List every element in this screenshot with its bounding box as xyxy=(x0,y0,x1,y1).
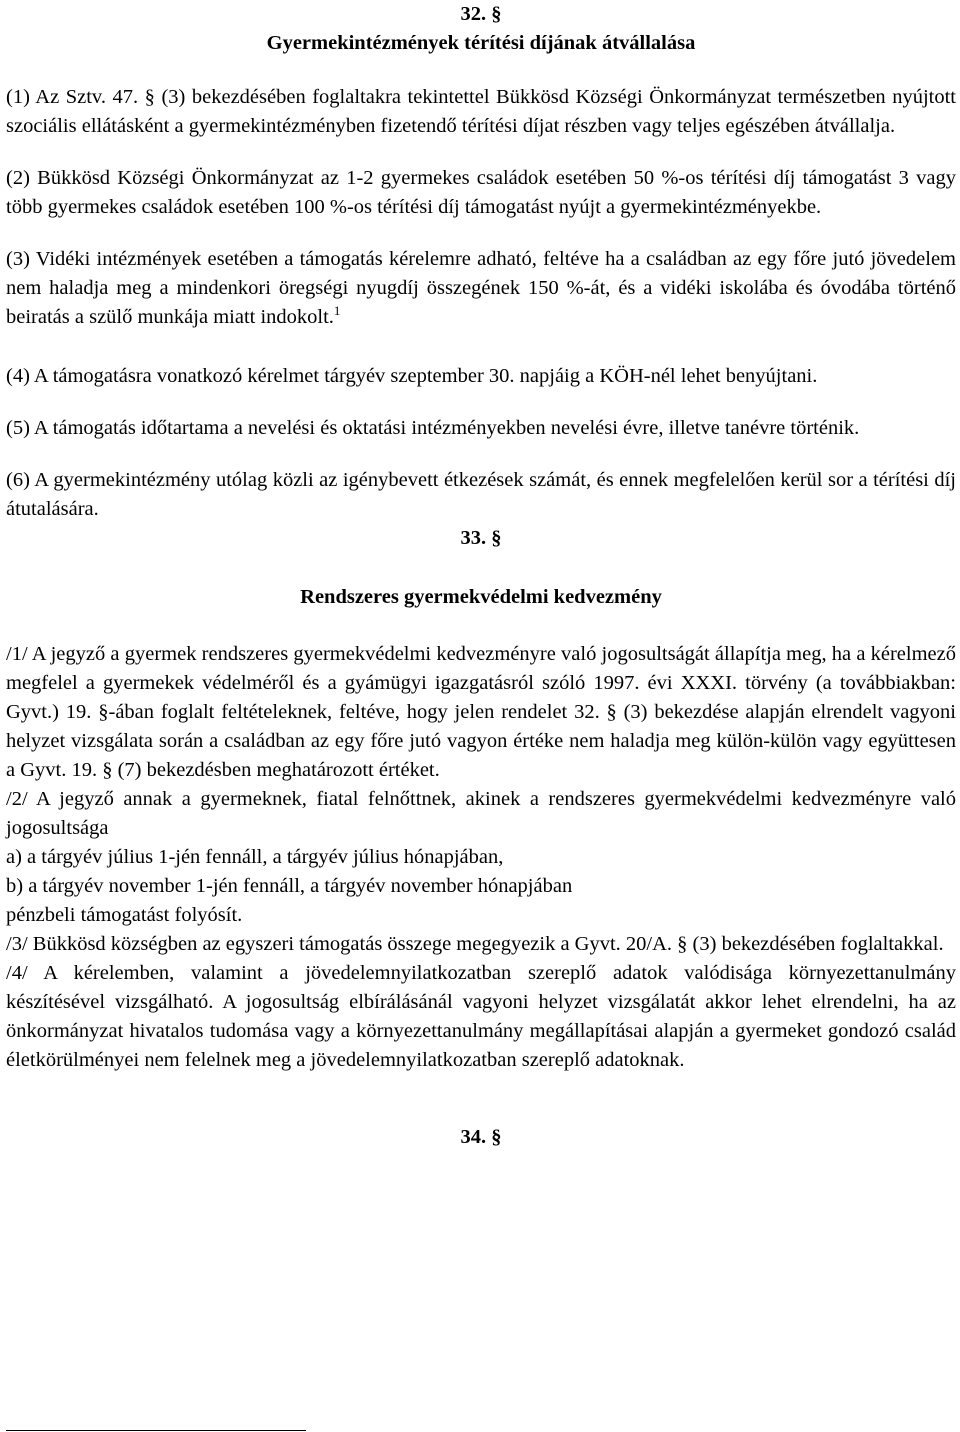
section-33-paragraph-2a: a) a tárgyév július 1-jén fennáll, a tárgyév július hónapjában, xyxy=(6,846,504,868)
section-32-paragraph-4: (4) A támogatásra vonatkozó kérelmet tárgyév szeptember 30. napjáig a KÖH-nél lehet benyújtani. xyxy=(6,365,818,387)
section-33-paragraph-2c: pénzbeli támogatást folyósít. xyxy=(6,904,243,926)
section-33-number: 33. § xyxy=(460,527,502,549)
section-32-paragraph-3 xyxy=(6,245,956,332)
document-page xyxy=(6,0,956,1152)
section-33-paragraph-3: /3/ Bükkösd községben az egyszeri támogatás összege megegyezik a Gyvt. 20/A. § (3) bekezdésében foglaltakkal. xyxy=(6,933,944,955)
section-32-number: 32. § xyxy=(460,3,502,25)
section-32-paragraph-3-text: (3) Vidéki intézmények esetében a támogatás kérelemre adható, feltéve ha a családban az egy főre jutó jövedelem nem haladja meg a mindenkori öregségi nyugdíj összegének 150 %-át, és a vidéki iskolába és óvodába történő beiratás a szülő munkája miatt indokolt. xyxy=(6,248,956,328)
section-33-paragraph-1: /1/ A jegyző a gyermek rendszeres gyermekvédelmi kedvezményre való jogosultságát állapítja meg, ha a kérelmező megfelel a gyermekek védelméről és a gyámügyi igazgatásról szóló 1997. évi XXXI. törvény (a továbbiakban: Gyvt.) 19. §-ában foglalt feltételeknek, feltéve, hogy jelen rendelet 32. § (3) bekezdése alapján elrendelt vagyoni helyzet vizsgálata során a családban az egy főre jutó vagyon értéke nem haladja meg külön-külön vagy együttesen a Gyvt. 19. § (7) bekezdésben meghatározott értéket. xyxy=(6,643,956,781)
section-32-paragraph-1: (1) Az Sztv. 47. § (3) bekezdésében foglaltakra tekintettel Bükkösd Községi Önkormányzat természetben nyújtott szociális ellátásként a gyermekintézményben fizetendő térítési díjat részben vagy teljes egészében átvállalja. xyxy=(6,86,956,137)
section-33-paragraph-2: /2/ A jegyző annak a gyermeknek, fiatal felnőttnek, akinek a rendszeres gyermekvédelmi kedvezményre való jogosultsága xyxy=(6,788,956,839)
footnote-separator xyxy=(6,1430,306,1431)
section-32-paragraph-6: (6) A gyermekintézmény utólag közli az igénybevett étkezések számát, és ennek megfelelően kerül sor a térítési díj átutalására. xyxy=(6,469,956,520)
section-32-title: Gyermekintézmények térítési díjának átvállalása xyxy=(266,32,696,54)
section-32-paragraph-2: (2) Bükkösd Községi Önkormányzat az 1-2 gyermekes családok esetében 50 %-os térítési díj támogatást 3 vagy több gyermekes családok esetében 100 %-os térítési díj támogatást nyújt a gyermekintézményekbe. xyxy=(6,167,956,218)
section-32-paragraph-5: (5) A támogatás időtartama a nevelési és oktatási intézményekben nevelési évre, illetve tanévre történik. xyxy=(6,417,860,439)
footnote-reference[interactable]: 1 xyxy=(333,303,341,319)
section-33-paragraph-2b: b) a tárgyév november 1-jén fennáll, a tárgyév november hónapjában xyxy=(6,875,573,897)
section-34-number: 34. § xyxy=(460,1126,502,1148)
section-33-paragraph-4: /4/ A kérelemben, valamint a jövedelemnyilatkozatban szereplő adatok valódisága környezettanulmány készítésével vizsgálható. A jogosultság elbírálásánál vagyoni helyzet vizsgálatát akkor lehet elrendelni, ha az önkormányzat hivatalos tudomása vagy a környezettanulmány megállapításai alapján a gyermeket gondozó család életkörülményei nem felelnek meg a jövedelemnyilatkozatban szereplő adatoknak. xyxy=(6,962,956,1071)
section-33-title: Rendszeres gyermekvédelmi kedvezmény xyxy=(300,586,662,608)
